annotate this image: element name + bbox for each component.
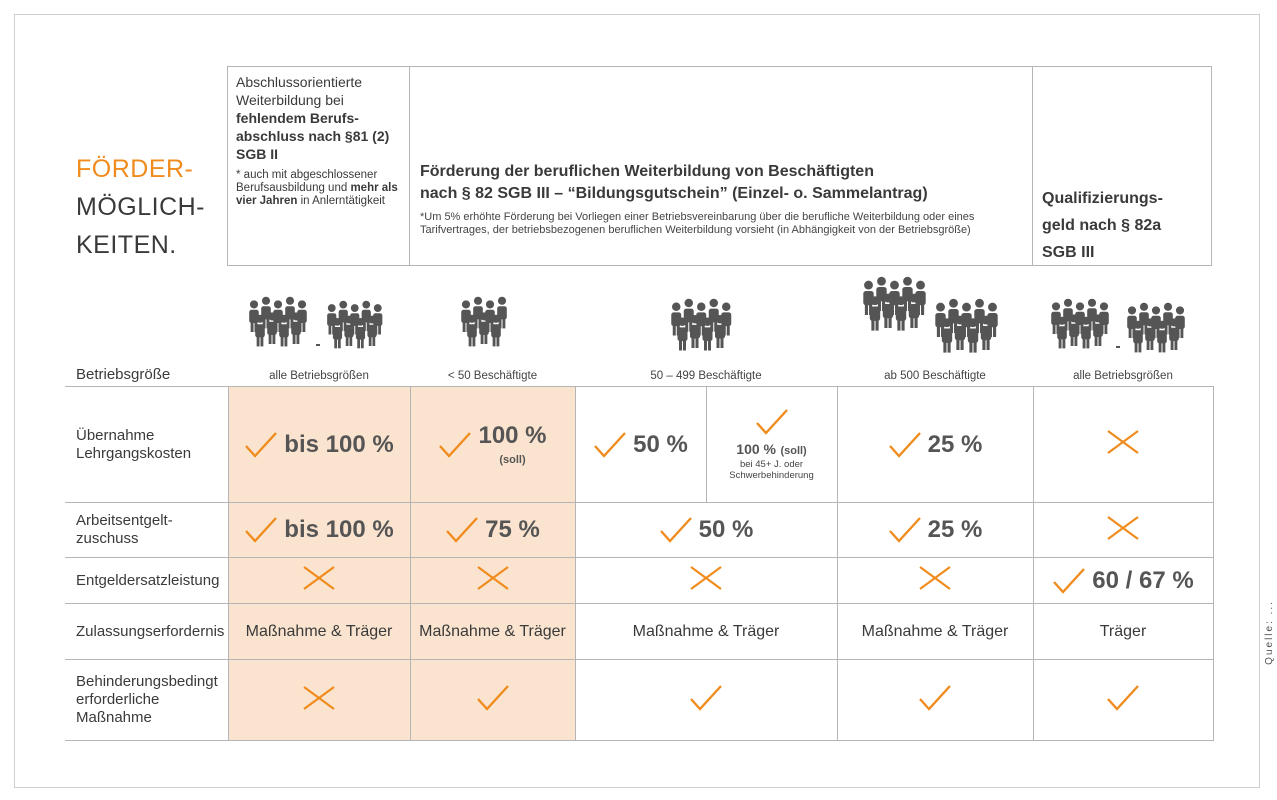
row-zulassung xyxy=(65,604,1213,660)
cell xyxy=(1033,660,1213,741)
header-sgb3-82: Förderung der beruflichen Weiterbildung von Beschäftigten nach § 82 SGB III – “Bildungsgutschein” (Einzel- o. Sammelantrag) *Um 5% erhöhte Förderung bei Vorliegen einer Betriebsvereinbarung über die berufliche Weiterbildung oder eines Tarifvertrages, der betriebsbezogenen beruflichen Weiterbildung vorsieht (in Abhängigkeit von der Betriebsgröße) xyxy=(409,66,1033,266)
cell: Maßnahme & Träger xyxy=(837,604,1033,660)
cell xyxy=(228,558,410,604)
check-icon xyxy=(1052,567,1086,595)
cell: 100 % (soll) bei 45+ J. oder Schwerbehinderung xyxy=(706,387,837,503)
cell: 100 % (soll) xyxy=(410,387,575,503)
group-icon-medium xyxy=(670,298,750,360)
row-label: Entgeldersatzleistung xyxy=(65,558,228,604)
col-label-5: alle Betriebsgrößen xyxy=(1073,370,1173,382)
cell xyxy=(1033,503,1213,558)
cell: 25 % xyxy=(837,503,1033,558)
cell: 25 % xyxy=(837,387,1033,503)
row-label: Zulassungserfordernis xyxy=(65,604,228,660)
header-sgb3-82a: Qualifizierungs- geld nach § 82a SGB III xyxy=(1032,66,1212,266)
check-icon xyxy=(888,516,922,544)
cell xyxy=(1033,387,1213,503)
row-label: Behinderungsbedingt erforderliche Maßnahme xyxy=(65,660,228,741)
cell xyxy=(837,660,1033,741)
check-icon xyxy=(593,431,627,459)
group-icon-all-2 xyxy=(1050,298,1200,360)
group-icon-large xyxy=(862,276,1012,362)
cross-icon xyxy=(476,565,510,591)
betriebsgroesse-label: Betriebsgröße xyxy=(76,366,171,383)
page-title: FÖRDER- MÖGLICH- KEITEN. xyxy=(76,155,205,259)
cross-icon xyxy=(302,685,336,711)
row-lehrgang xyxy=(65,387,1213,503)
funding-table xyxy=(65,386,1214,741)
cell: 50 % xyxy=(575,503,837,558)
row-arbeitsentgelt xyxy=(65,503,1213,558)
cell: 60 / 67 % xyxy=(1033,558,1213,604)
col-label-2: < 50 Beschäftigte xyxy=(447,370,538,382)
cross-icon xyxy=(1106,429,1140,455)
check-icon xyxy=(244,431,278,459)
cell: 50 % xyxy=(575,387,706,503)
cell: bis 100 % xyxy=(228,503,410,558)
cell: Träger xyxy=(1033,604,1213,660)
cell xyxy=(410,660,575,741)
cell xyxy=(575,558,837,604)
cross-icon xyxy=(918,565,952,591)
check-icon xyxy=(1106,684,1140,712)
cell: Maßnahme & Träger xyxy=(228,604,410,660)
check-icon xyxy=(888,431,922,459)
col-label-4: ab 500 Beschäftigte xyxy=(884,370,986,382)
cell: Maßnahme & Träger xyxy=(410,604,575,660)
check-icon xyxy=(244,516,278,544)
cross-icon xyxy=(302,565,336,591)
cell: 75 % xyxy=(410,503,575,558)
check-icon xyxy=(438,431,472,459)
check-icon xyxy=(689,684,723,712)
check-icon xyxy=(659,516,693,544)
cell: Maßnahme & Träger xyxy=(575,604,837,660)
row-label: Arbeitsentgeltzuschuss xyxy=(65,503,228,558)
check-icon xyxy=(755,408,789,436)
check-icon xyxy=(445,516,479,544)
col-label-3: 50 – 499 Beschäftigte xyxy=(650,370,762,382)
row-entgeld xyxy=(65,558,1213,604)
col-label-1: alle Betriebsgrößen xyxy=(269,370,369,382)
cell xyxy=(410,558,575,604)
row-behinderung xyxy=(65,660,1213,741)
cross-icon xyxy=(1106,515,1140,541)
check-icon xyxy=(476,684,510,712)
cross-icon xyxy=(689,565,723,591)
cell xyxy=(575,660,837,741)
row-label: Übernahme Lehrgangskosten xyxy=(65,387,228,503)
cell: bis 100 % xyxy=(228,387,410,503)
group-icon-small xyxy=(460,296,520,358)
cell xyxy=(837,558,1033,604)
cell xyxy=(228,660,410,741)
group-icon-all xyxy=(248,296,398,358)
side-note: Quelle: ... xyxy=(1264,600,1275,665)
header-sgb2: Abschlussorientierte Weiterbildung bei fehlendem Berufsabschluss nach §81 (2) SGB II * auch mit abgeschlossener Berufsausbildung und mehr als vier Jahren in Anlerntätigkeit xyxy=(227,66,410,266)
check-icon xyxy=(918,684,952,712)
